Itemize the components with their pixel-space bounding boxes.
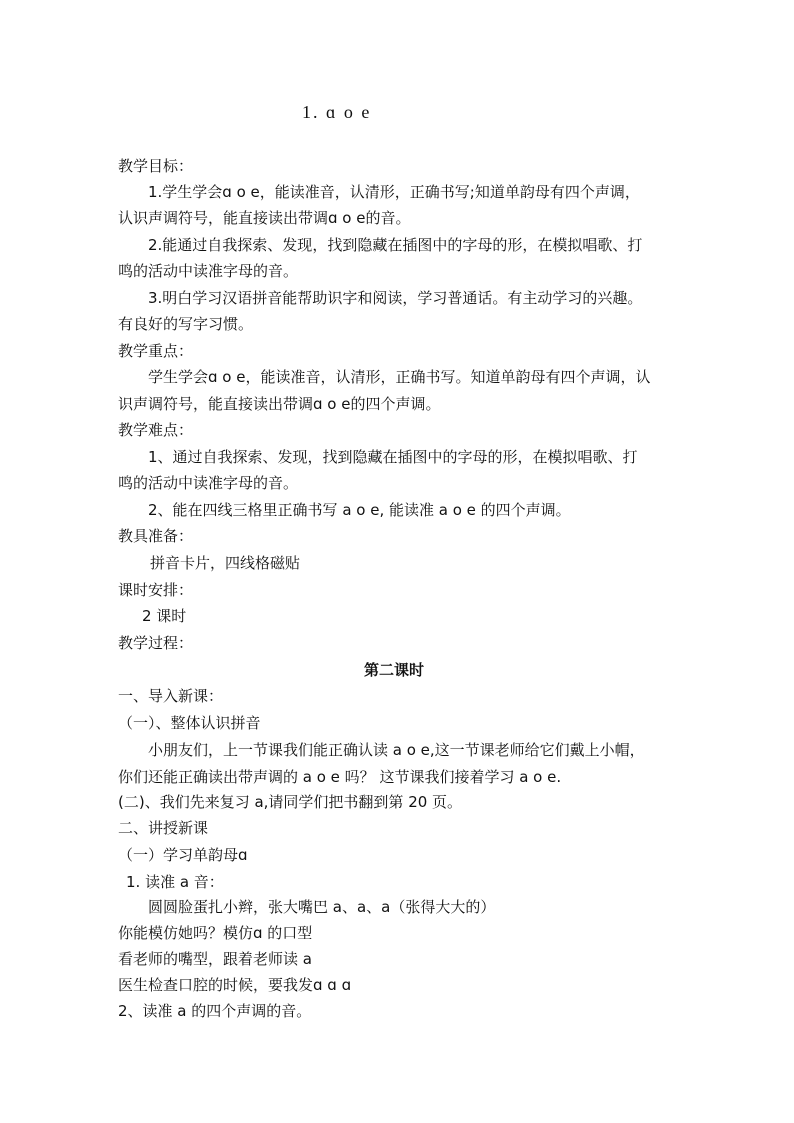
key-point-line: 识声调符号，能直接读出带调ɑ o e的四个声调。: [118, 395, 441, 413]
process-line: 二、讲授新课: [118, 819, 209, 837]
tools-heading: 教具准备：: [118, 527, 194, 545]
objective-line: 1.学生学会ɑ o e，能读准音，认清形，正确书写;知道单韵母有四个声调，: [148, 183, 640, 201]
process-line: （一）学习单韵母ɑ: [118, 846, 248, 864]
process-line: （一）、整体认识拼音: [118, 714, 261, 732]
process-line: (二)、我们先来复习 a,请同学们把书翻到第 20 页。: [118, 793, 463, 811]
process-line: 你能模仿她吗？模仿ɑ 的口型: [118, 924, 313, 942]
process-heading: 教学过程：: [118, 634, 194, 652]
process-line: 一、导入新课：: [118, 687, 224, 705]
objective-line: 3.明白学习汉语拼音能帮助识字和阅读，学习普通话。有主动学习的兴趣。: [148, 289, 643, 307]
difficulty-line: 1、通过自我探索、发现，找到隐藏在插图中的字母的形，在模拟唱歌、打: [148, 448, 638, 466]
process-line: 圆圆脸蛋扎小辫，张大嘴巴 a、a、a（张得大大的）: [148, 898, 496, 916]
tools-text: 拼音卡片，四线格磁贴: [150, 554, 301, 572]
process-line: 小朋友们，上一节课我们能正确认读 a o e,这一节课老师给它们戴上小帽，: [148, 741, 645, 759]
process-line: 医生检查口腔的时候，要我发ɑ ɑ ɑ: [118, 976, 352, 994]
process-line: 看老师的嘴型，跟着老师读 a: [118, 950, 312, 968]
objective-line: 认识声调符号，能直接读出带调ɑ o e的音。: [118, 209, 411, 227]
objective-line: 2.能通过自我探索、发现，找到隐藏在插图中的字母的形，在模拟唱歌、打: [148, 236, 643, 254]
lesson-title: 第二课时: [364, 661, 425, 679]
key-points-heading: 教学重点：: [118, 342, 194, 360]
objective-line: 有良好的写字习惯。: [118, 315, 254, 333]
key-point-line: 学生学会ɑ o e，能读准音，认清形，正确书写。知道单韵母有四个声调，认: [148, 368, 651, 386]
document-title: 1. ɑ o e: [302, 102, 372, 122]
process-line: 2、读准 a 的四个声调的音。: [118, 1002, 312, 1020]
objective-line: 鸣的活动中读准字母的音。: [118, 262, 299, 280]
schedule-text: 2 课时: [142, 607, 187, 625]
process-line: 1. 读准 a 音：: [126, 873, 224, 891]
difficulties-heading: 教学难点：: [118, 421, 194, 439]
process-line: 你们还能正确读出带声调的 a o e 吗？ 这节课我们接着学习 a o e.: [118, 768, 562, 786]
difficulty-line: 2、能在四线三格里正确书写 a o e, 能读准 a o e 的四个声调。: [148, 501, 571, 519]
objectives-heading: 教学目标：: [118, 157, 194, 175]
difficulty-line: 鸣的活动中读准字母的音。: [118, 474, 299, 492]
schedule-heading: 课时安排：: [118, 581, 194, 599]
